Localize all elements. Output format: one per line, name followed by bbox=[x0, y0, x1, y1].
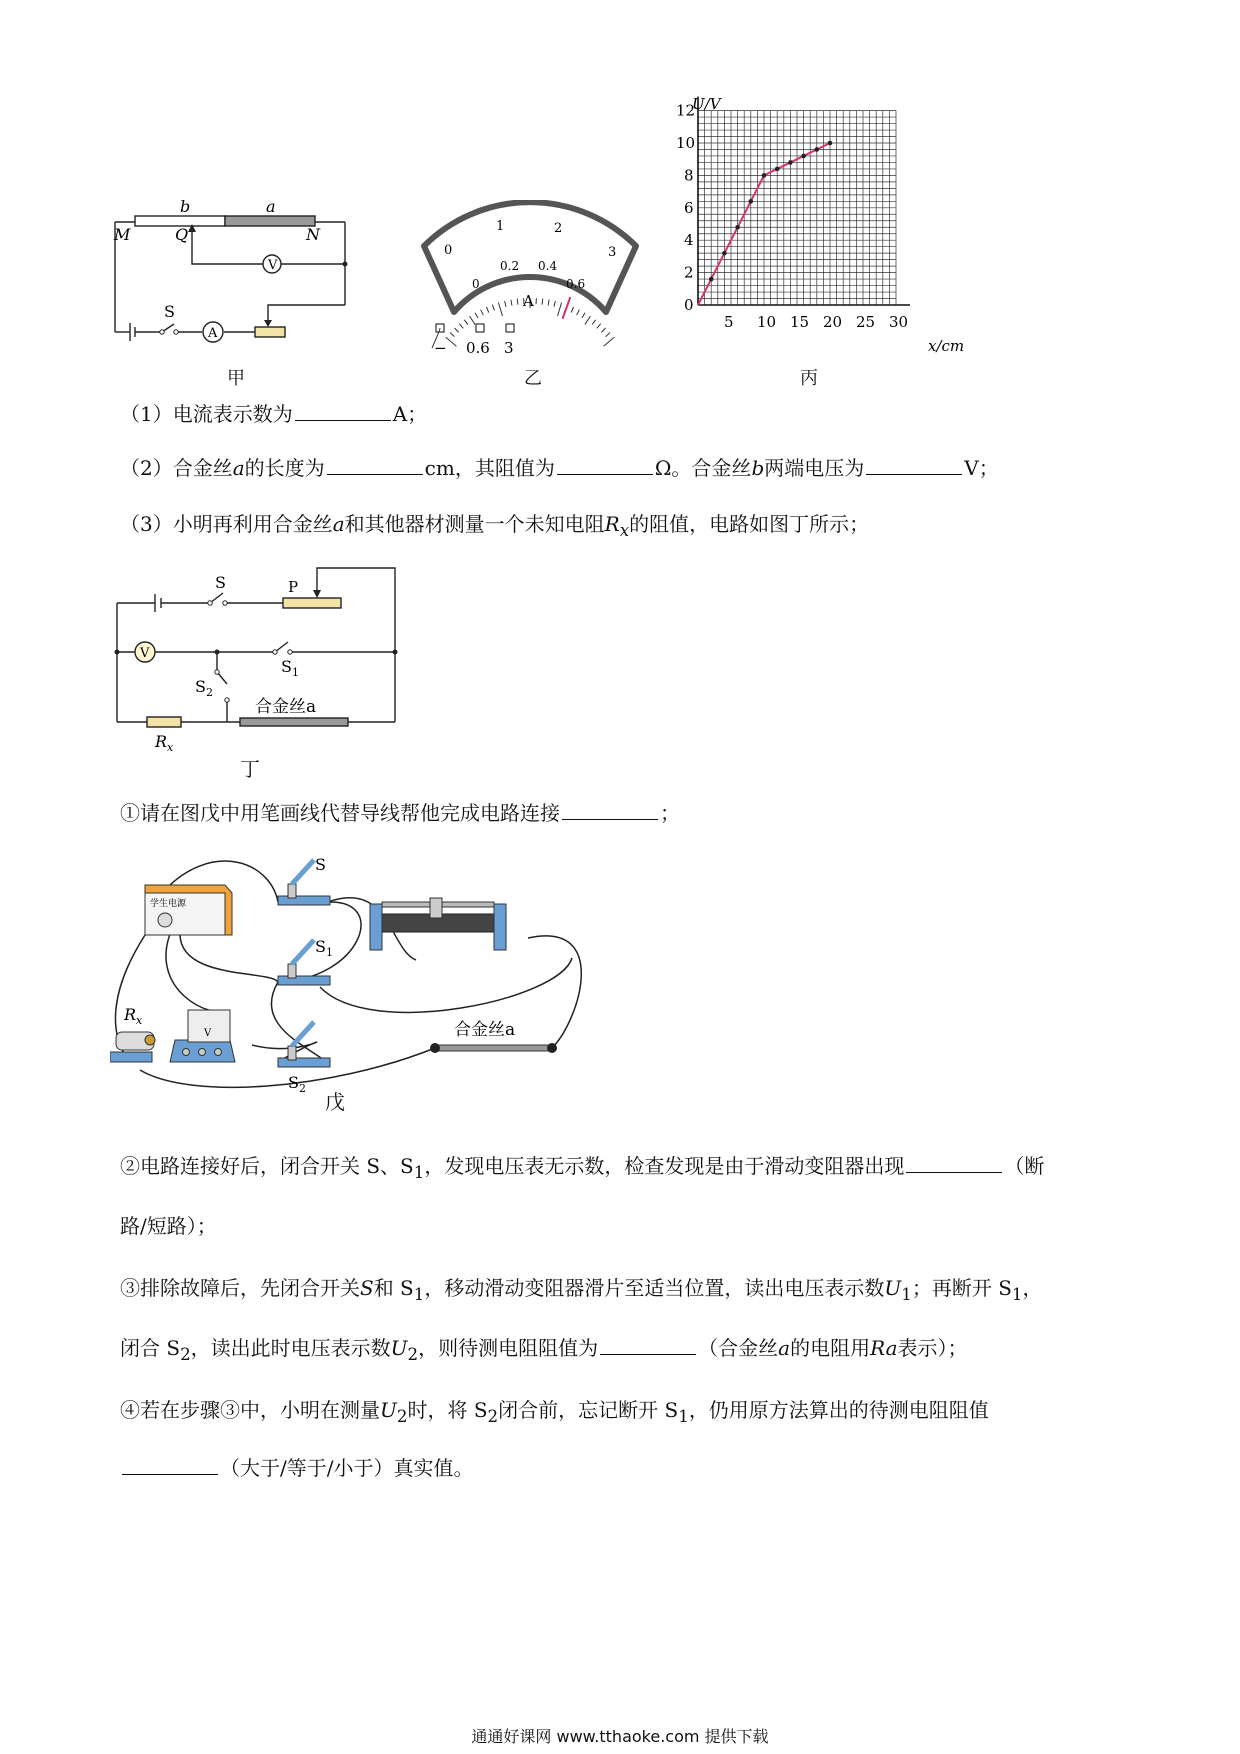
label-a: a bbox=[266, 197, 276, 216]
scale-tick bbox=[606, 333, 610, 337]
svg-text:V: V bbox=[204, 1028, 212, 1039]
voltmeter-label: V bbox=[140, 646, 150, 661]
step-3-line-2: 闭合 $S_2$，读出此时电压表示数$U_2$，则待测电阻阻值为 （合金丝a的电阻用Ra表示）； bbox=[120, 1336, 968, 1364]
apparatus-figure-wu[interactable] bbox=[110, 840, 610, 1110]
switch-S2[interactable] bbox=[278, 1022, 330, 1067]
data-point bbox=[722, 251, 727, 256]
voltmeter[interactable] bbox=[170, 1010, 235, 1062]
answer-blank-length[interactable] bbox=[327, 456, 423, 475]
caption-ding: 丁 bbox=[240, 757, 260, 781]
resistor-Rx-label: $R_x$ bbox=[124, 1005, 143, 1027]
step-3-line-1: ③排除故障后，先闭合开关S和 $S_1$，移动滑动变阻器滑片至适当位置，读出电压表示数$U_1$；再断开 $S_1$， bbox=[120, 1276, 1043, 1304]
data-point bbox=[749, 199, 754, 204]
x-tick-label: 20 bbox=[823, 313, 843, 331]
scale-tick bbox=[475, 313, 478, 318]
scale-tick bbox=[455, 328, 459, 332]
data-point bbox=[775, 167, 780, 172]
step-4-line-2: （大于/等于/小于）真实值。 bbox=[120, 1452, 473, 1481]
alloy-wire-a[interactable] bbox=[430, 1043, 557, 1053]
scale-tick bbox=[604, 337, 615, 346]
scale-tick bbox=[481, 310, 484, 315]
answer-blank-comparison[interactable] bbox=[122, 1456, 218, 1475]
y-tick-label: 6 bbox=[684, 198, 694, 217]
scale-tick bbox=[470, 316, 475, 324]
label-Q: Q bbox=[175, 225, 189, 244]
alloy-wire-label: 合金丝a bbox=[454, 1020, 516, 1040]
switch-S2-label: $S_2$ bbox=[195, 677, 213, 699]
label-M: M bbox=[114, 225, 131, 244]
terminal-3: 3 bbox=[504, 339, 514, 357]
x-axis-label: x/cm bbox=[928, 337, 965, 355]
scale-tick bbox=[498, 303, 502, 316]
ammeter-unit: A bbox=[523, 292, 534, 310]
y-tick-label: 2 bbox=[684, 263, 694, 282]
data-point bbox=[709, 277, 714, 282]
y-tick-label: 10 bbox=[676, 134, 696, 152]
y-tick-label: 8 bbox=[684, 166, 694, 185]
answer-blank-rx-formula[interactable] bbox=[600, 1336, 696, 1355]
step-2-line-1: ②电路连接好后，闭合开关 S、$S_1$，发现电压表无示数，检查发现是由于滑动变阻器出现 （断 bbox=[120, 1154, 1045, 1182]
upper-scale-1: 1 bbox=[496, 219, 505, 234]
scale-tick bbox=[459, 324, 463, 329]
ammeter-pointer bbox=[562, 297, 570, 319]
data-point bbox=[801, 154, 806, 159]
resistor-Rx-label: $R_x$ bbox=[155, 732, 174, 754]
step-4-line-1: ④若在步骤③中，小明在测量$U_2$时，将 $S_2$闭合前，忘记断开 $S_1$，仍用原方法算出的待测电阻阻值 bbox=[120, 1398, 989, 1426]
scale-tick bbox=[585, 316, 590, 324]
terminal-minus: − bbox=[434, 339, 447, 357]
answer-blank-connection[interactable] bbox=[562, 801, 658, 820]
lower-scale-0.6: 0.6 bbox=[566, 277, 586, 291]
answer-blank-resistance[interactable] bbox=[557, 456, 653, 475]
scale-tick bbox=[597, 324, 601, 329]
scale-tick bbox=[554, 301, 555, 307]
label-N: N bbox=[306, 225, 320, 244]
upper-scale-3: 3 bbox=[608, 245, 617, 260]
scale-tick bbox=[592, 320, 596, 325]
caption-wu: 戊 bbox=[325, 1090, 345, 1114]
data-point bbox=[828, 141, 833, 146]
scale-tick bbox=[486, 307, 488, 313]
scale-tick bbox=[450, 333, 454, 337]
switch-S-label: S bbox=[215, 573, 226, 592]
scale-tick bbox=[571, 307, 573, 313]
scale-tick bbox=[548, 300, 549, 306]
switch-S-label: S bbox=[315, 855, 326, 874]
lower-scale-0.2: 0.2 bbox=[500, 259, 520, 273]
question-1: （1）电流表示数为 A； bbox=[120, 402, 428, 426]
caption-yi: 乙 bbox=[524, 368, 542, 389]
caption-bing: 丙 bbox=[800, 368, 818, 389]
power-supply[interactable] bbox=[145, 885, 232, 935]
switch-S1-label: $S_1$ bbox=[281, 657, 299, 679]
scale-tick bbox=[511, 300, 512, 306]
label-b: b bbox=[180, 197, 191, 216]
scale-tick bbox=[492, 305, 494, 311]
scale-tick bbox=[577, 310, 580, 315]
y-axis-label: U/V bbox=[692, 95, 721, 113]
lower-scale-0: 0 bbox=[472, 277, 480, 291]
y-tick-label: 12 bbox=[676, 101, 696, 120]
caption-jia: 甲 bbox=[227, 368, 245, 389]
resistor-Rx[interactable] bbox=[110, 1032, 155, 1062]
ammeter-figure-yi bbox=[420, 200, 640, 360]
alloy-wire-label: 合金丝a bbox=[255, 697, 317, 717]
upper-scale-2: 2 bbox=[554, 221, 563, 236]
circuit-figure-ding bbox=[105, 560, 405, 760]
question-2: （2）合金丝a的长度为 cm，其阻值为 Ω。合金丝b两端电压为 V； bbox=[120, 456, 999, 480]
circuit-figure-jia bbox=[100, 190, 380, 350]
data-point bbox=[788, 160, 793, 165]
scale-tick bbox=[558, 303, 562, 316]
ammeter-label: A bbox=[208, 326, 218, 341]
scale-tick bbox=[464, 320, 468, 325]
rheostat[interactable] bbox=[370, 898, 506, 950]
data-point bbox=[815, 147, 820, 152]
answer-blank-fault[interactable] bbox=[906, 1154, 1002, 1173]
answer-blank-voltage[interactable] bbox=[866, 456, 962, 475]
x-tick-label: 30 bbox=[889, 313, 909, 331]
scale-tick bbox=[582, 313, 585, 318]
x-tick-label: 10 bbox=[757, 313, 777, 331]
scale-tick bbox=[542, 299, 543, 305]
slider-P-label: P bbox=[288, 578, 299, 596]
switch-S2-label: $S_2$ bbox=[288, 1073, 306, 1095]
page-footer: 通通好课网 www.tthaoke.com 提供下载 bbox=[471, 1727, 769, 1746]
switch-label: S bbox=[164, 302, 175, 321]
voltmeter-label: V bbox=[268, 258, 278, 273]
step-1: ①请在图戊中用笔画线代替导线帮他完成电路连接 ； bbox=[120, 801, 680, 825]
scale-tick bbox=[505, 301, 506, 307]
y-tick-label: 4 bbox=[684, 231, 694, 250]
step-2-line-2: 路/短路）； bbox=[120, 1214, 217, 1238]
x-tick-label: 15 bbox=[790, 313, 810, 331]
scale-tick bbox=[601, 328, 605, 332]
question-3: （3）小明再利用合金丝a和其他器材测量一个未知电阻$R_x$的阻值，电路如图丁所示； bbox=[120, 512, 870, 540]
scale-tick bbox=[446, 337, 457, 346]
data-point bbox=[762, 173, 767, 178]
answer-blank-current[interactable] bbox=[295, 402, 391, 421]
scale-tick bbox=[517, 299, 518, 305]
data-point bbox=[735, 225, 740, 230]
power-supply-label: 学生电源 bbox=[150, 899, 187, 909]
switch-S1-label: $S_1$ bbox=[315, 937, 333, 959]
x-tick-label: 25 bbox=[856, 313, 876, 331]
x-tick-label: 5 bbox=[724, 313, 734, 331]
y-tick-label: 0 bbox=[684, 296, 694, 314]
u-x-chart bbox=[660, 95, 990, 365]
terminal-0.6: 0.6 bbox=[466, 339, 490, 357]
upper-scale-0: 0 bbox=[444, 243, 453, 258]
lower-scale-0.4: 0.4 bbox=[538, 259, 558, 273]
